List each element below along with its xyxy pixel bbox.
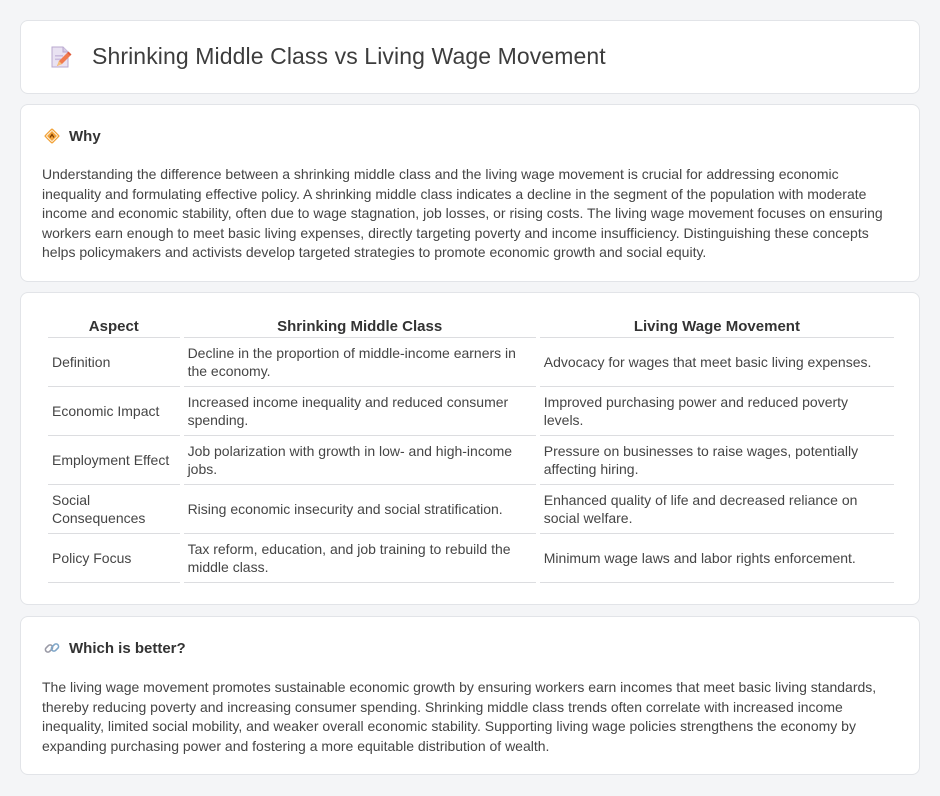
row-aspect: Policy Focus <box>48 534 180 583</box>
link-icon <box>43 639 61 657</box>
comparison-section <box>20 292 920 605</box>
better-text: The living wage movement promotes sustainable economic growth by ensuring workers earn incomes that meet basic living standards, thereby reducing poverty and increasing consumer spending. Shrinking middle class trends often correlate with increased income inequality, limited social mobility, and weaker overall economic stability. Supporting living wage policies strengthens the economy by expanding purchasing power and fostering a more equitable distribution of wealth. <box>42 679 877 754</box>
table-header-row <box>48 316 894 338</box>
which-is-better-section <box>20 616 920 775</box>
row-living: Advocacy for wages that meet basic living expenses. <box>540 338 894 387</box>
better-title: Which is better? <box>69 639 186 657</box>
row-aspect: Economic Impact <box>48 387 180 436</box>
header-aspect: Aspect <box>48 316 180 338</box>
page-title: Shrinking Middle Class vs Living Wage Movement <box>92 43 606 69</box>
row-aspect: Social Consequences <box>48 485 180 534</box>
row-shrinking: Increased income inequality and reduced consumer spending. <box>184 387 536 436</box>
table-row <box>48 338 894 387</box>
row-shrinking: Decline in the proportion of middle-income earners in the economy. <box>184 338 536 387</box>
diamond-sign-icon <box>43 127 61 145</box>
why-heading <box>43 127 101 145</box>
better-heading <box>43 639 186 657</box>
row-aspect: Employment Effect <box>48 436 180 485</box>
why-section <box>20 104 920 282</box>
why-title: Why <box>69 127 101 145</box>
page-title-wrap <box>47 43 606 70</box>
row-shrinking: Job polarization with growth in low- and high-income jobs. <box>184 436 536 485</box>
table-row <box>48 387 894 436</box>
document-edit-icon <box>47 44 73 70</box>
row-aspect: Definition <box>48 338 180 387</box>
row-living: Enhanced quality of life and decreased reliance on social welfare. <box>540 485 894 534</box>
comparison-table <box>44 316 898 583</box>
table-row <box>48 436 894 485</box>
row-shrinking: Tax reform, education, and job training to rebuild the middle class. <box>184 534 536 583</box>
table-row <box>48 485 894 534</box>
row-living: Minimum wage laws and labor rights enforcement. <box>540 534 894 583</box>
table-row <box>48 534 894 583</box>
why-text: Understanding the difference between a shrinking middle class and the living wage movement is crucial for addressing economic inequality and formulating effective policy. A shrinking middle class indicates a decline in the segment of the population with moderate income and economic stability, often due to wage stagnation, job losses, or rising costs. The living wage movement focuses on ensuring workers earn enough to meet basic living expenses, directly targeting poverty and income insufficiency. Distinguishing these concepts helps policymakers and activists develop targeted strategies to promote economic growth and social equity. <box>42 166 883 261</box>
row-living: Pressure on businesses to raise wages, potentially affecting hiring. <box>540 436 894 485</box>
header-living-wage-movement: Living Wage Movement <box>540 316 894 338</box>
row-shrinking: Rising economic insecurity and social stratification. <box>184 485 536 534</box>
header-shrinking-middle-class: Shrinking Middle Class <box>184 316 536 338</box>
header-card <box>20 20 920 94</box>
row-living: Improved purchasing power and reduced poverty levels. <box>540 387 894 436</box>
